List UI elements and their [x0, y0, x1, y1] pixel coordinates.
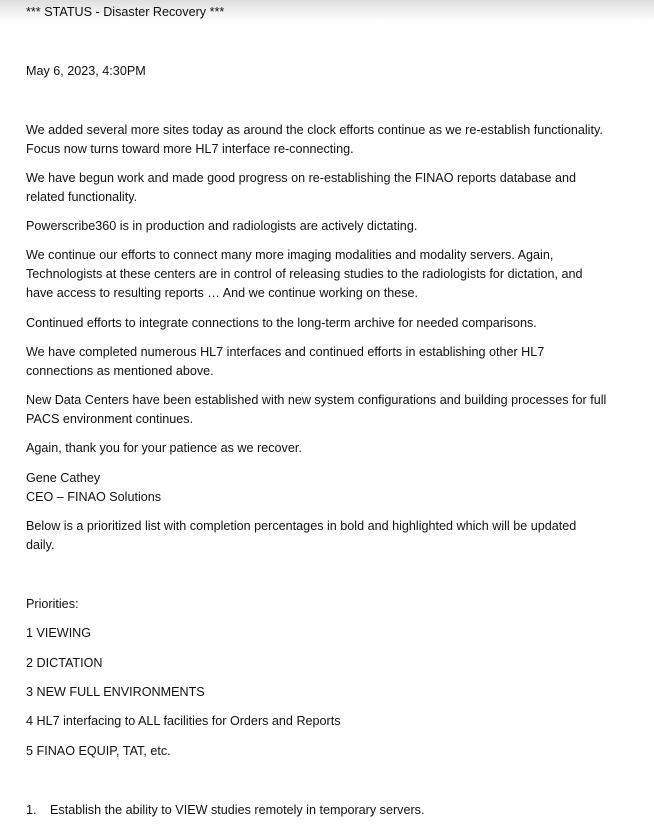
priority-item: 3 NEW FULL ENVIRONMENTS — [26, 685, 205, 699]
priority-item: 1 VIEWING — [26, 626, 92, 640]
status-title: *** STATUS - Disaster Recovery *** — [26, 5, 225, 19]
report-date: May 6, 2023, 4:30PM — [26, 64, 146, 78]
priority-item: 5 FINAO EQUIP, TAT, etc. — [26, 744, 171, 758]
paragraph-6-line-1: We have completed numerous HL7 interfaces and continued efforts in establishing other HL7 — [26, 345, 545, 359]
paragraph-4-line-2: Technologists at these centers are in control of releasing studies to the radiologists for dictation, and — [26, 267, 583, 281]
paragraph-7-line-2: PACS environment continues. — [26, 412, 194, 426]
paragraph-2-line-1: We have begun work and made good progress on re-establishing the FINAO reports database and — [26, 171, 577, 185]
list-intro-line-2: daily. — [26, 538, 55, 552]
list-number: 1. — [26, 803, 37, 817]
priority-item: 2 DICTATION — [26, 656, 103, 670]
priorities-heading: Priorities: — [26, 597, 79, 611]
paragraph-3-line-1: Powerscribe360 is in production and radiologists are actively dictating. — [26, 219, 418, 233]
numbered-list-item — [26, 801, 424, 820]
paragraph-8-line-1: Again, thank you for your patience as we recover. — [26, 441, 302, 455]
priority-item: 4 HL7 interfacing to ALL facilities for Orders and Reports — [26, 714, 341, 728]
signature-name: Gene Cathey — [26, 471, 101, 485]
list-intro-line-1: Below is a prioritized list with completion percentages in bold and highlighted which will be updated — [26, 519, 577, 533]
list-item-text: Establish the ability to VIEW studies remotely in temporary servers. — [50, 803, 425, 817]
paragraph-6-line-2: connections as mentioned above. — [26, 364, 214, 378]
paragraph-1-line-2: Focus now turns toward more HL7 interface re-connecting. — [26, 142, 354, 156]
paragraph-4-line-3: have access to resulting reports … And we continue working on these. — [26, 286, 419, 300]
paragraph-2-line-2: related functionality. — [26, 190, 138, 204]
paragraph-1-line-1: We added several more sites today as around the clock efforts continue as we re-establish functionality. — [26, 123, 603, 137]
paragraph-5-line-1: Continued efforts to integrate connections to the long-term archive for needed comparisons. — [26, 316, 537, 330]
paragraph-4-line-1: We continue our efforts to connect many more imaging modalities and modality servers. Again, — [26, 248, 554, 262]
signature-title: CEO – FINAO Solutions — [26, 490, 162, 504]
paragraph-7-line-1: New Data Centers have been established with new system configurations and building processes for full — [26, 393, 607, 407]
